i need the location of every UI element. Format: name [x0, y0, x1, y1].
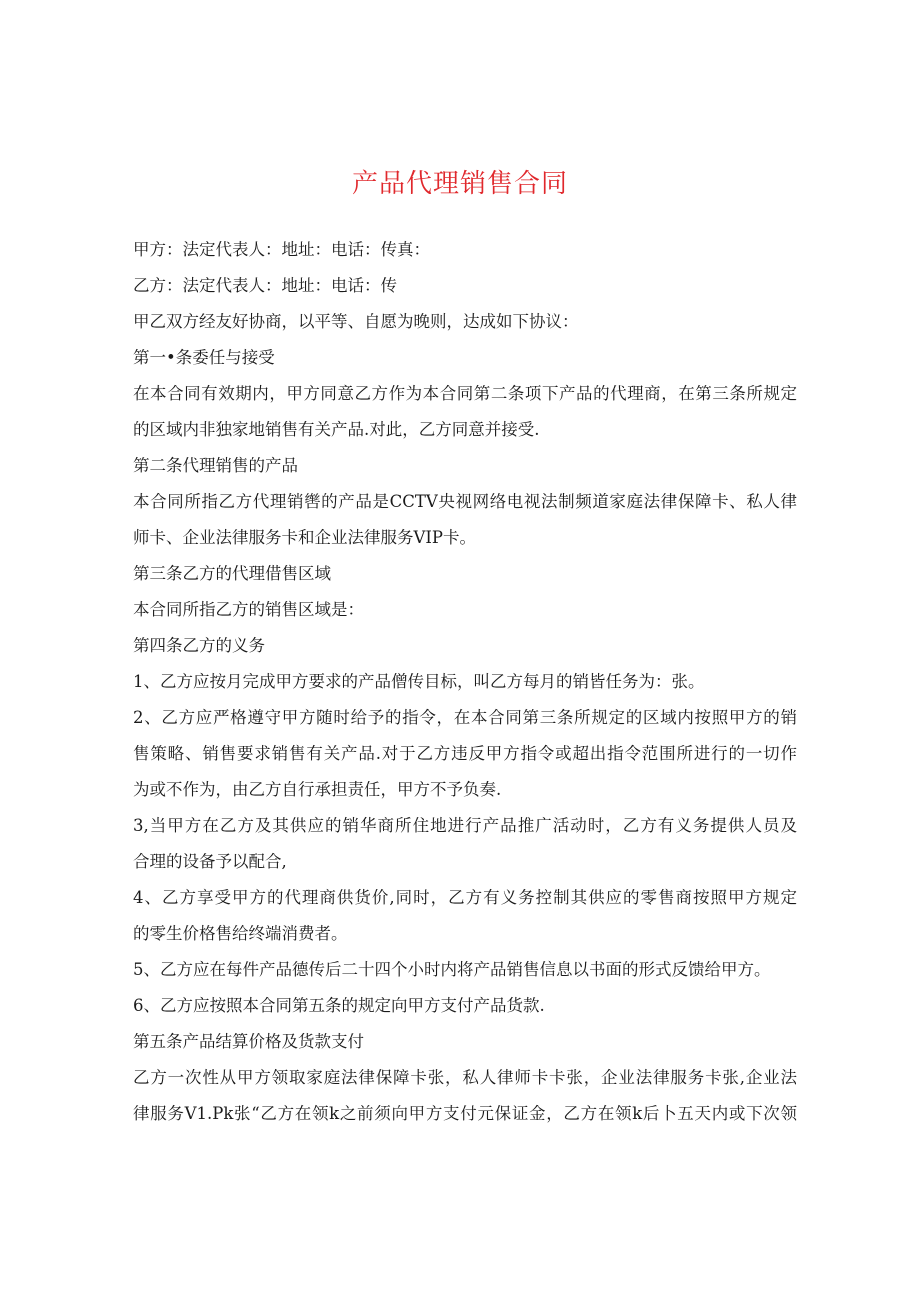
article-4-heading: 第四条乙方的义务 [133, 636, 265, 655]
party-a-line: 甲方：法定代表人：地址：电话：传真： [133, 240, 430, 259]
list-item-continuation: 为或不作为，由乙方自行承担责任，甲方不予负奏. [133, 780, 502, 799]
list-item-continuation: 售策略、销售要求销售有关产品.对于乙方违反甲方指令或超出指令范围所进行的一切作 [133, 744, 797, 763]
paragraph-line: 师卡、企业法律服务卡和企业法律服务VIP卡。 [133, 528, 477, 547]
article-3-heading: 第三条乙方的代理借售区域 [133, 564, 331, 583]
paragraph-line: 本合同所指乙方代理销辔的产品是CCTV央视网络电视法制频道家庭法律保障卡、私人律 [133, 492, 797, 511]
document-body [133, 240, 797, 1140]
list-item-continuation: 合理的设备予以配合, [133, 852, 287, 871]
paragraph-line: 的区域内非独家地销售有关产品.对此，乙方同意并接受. [133, 420, 540, 439]
preamble-line: 甲乙双方经友好协商，以平等、自愿为晚则，达成如下协议： [133, 312, 579, 331]
article-2-heading: 第二条代理销售的产品 [133, 456, 298, 475]
list-item: 2、乙方应严格遵守甲方随时给予的指令，在本合同第三条所规定的区域内按照甲方的销 [133, 708, 797, 727]
list-item-continuation: 的零生价格售给终端消费者。 [133, 924, 348, 943]
paragraph-line: 在本合同有效期内，甲方同意乙方作为本合同第二条项下产品的代理商，在第三条所规定 [133, 384, 797, 403]
document-title: 产品代理销售合同 [351, 169, 568, 199]
list-item: 6、乙方应按照本合同第五条的规定向甲方支付产品货款. [133, 996, 545, 1015]
list-item: 3,当甲方在乙方及其供应的销华商所住地进行产品推广活动时，乙方有义务提供人员及 [133, 816, 797, 835]
list-item: 4、乙方享受甲方的代理商供货价,同时，乙方有义务控制其供应的零售商按照甲方规定 [133, 888, 797, 907]
article-1-heading: 第一•条委任与接受 [133, 348, 275, 367]
list-item: 5、乙方应在每件产品德传后二十四个小时内将产品销售信息以书面的形式反馈给甲方。 [133, 960, 771, 979]
paragraph-line: 乙方一次性从甲方领取家庭法律保障卡张，私人律师卡卡张，企业法律服务卡张,企业法 [133, 1068, 797, 1087]
article-5-heading: 第五条产品结算价格及货款支付 [133, 1032, 364, 1051]
list-item: 1、乙方应按月完成甲方要求的产品僧传目标，叫乙方每月的销皆任务为：张。 [133, 672, 705, 691]
paragraph-line: 律服务V1.Pk张“乙方在领k之前须向甲方支付元保证金，乙方在领k后卜五天内或下次领 [133, 1104, 797, 1123]
party-b-line: 乙方：法定代表人：地址：电话：传 [133, 276, 397, 295]
paragraph-line: 本合同所指乙方的销售区域是： [133, 600, 364, 619]
